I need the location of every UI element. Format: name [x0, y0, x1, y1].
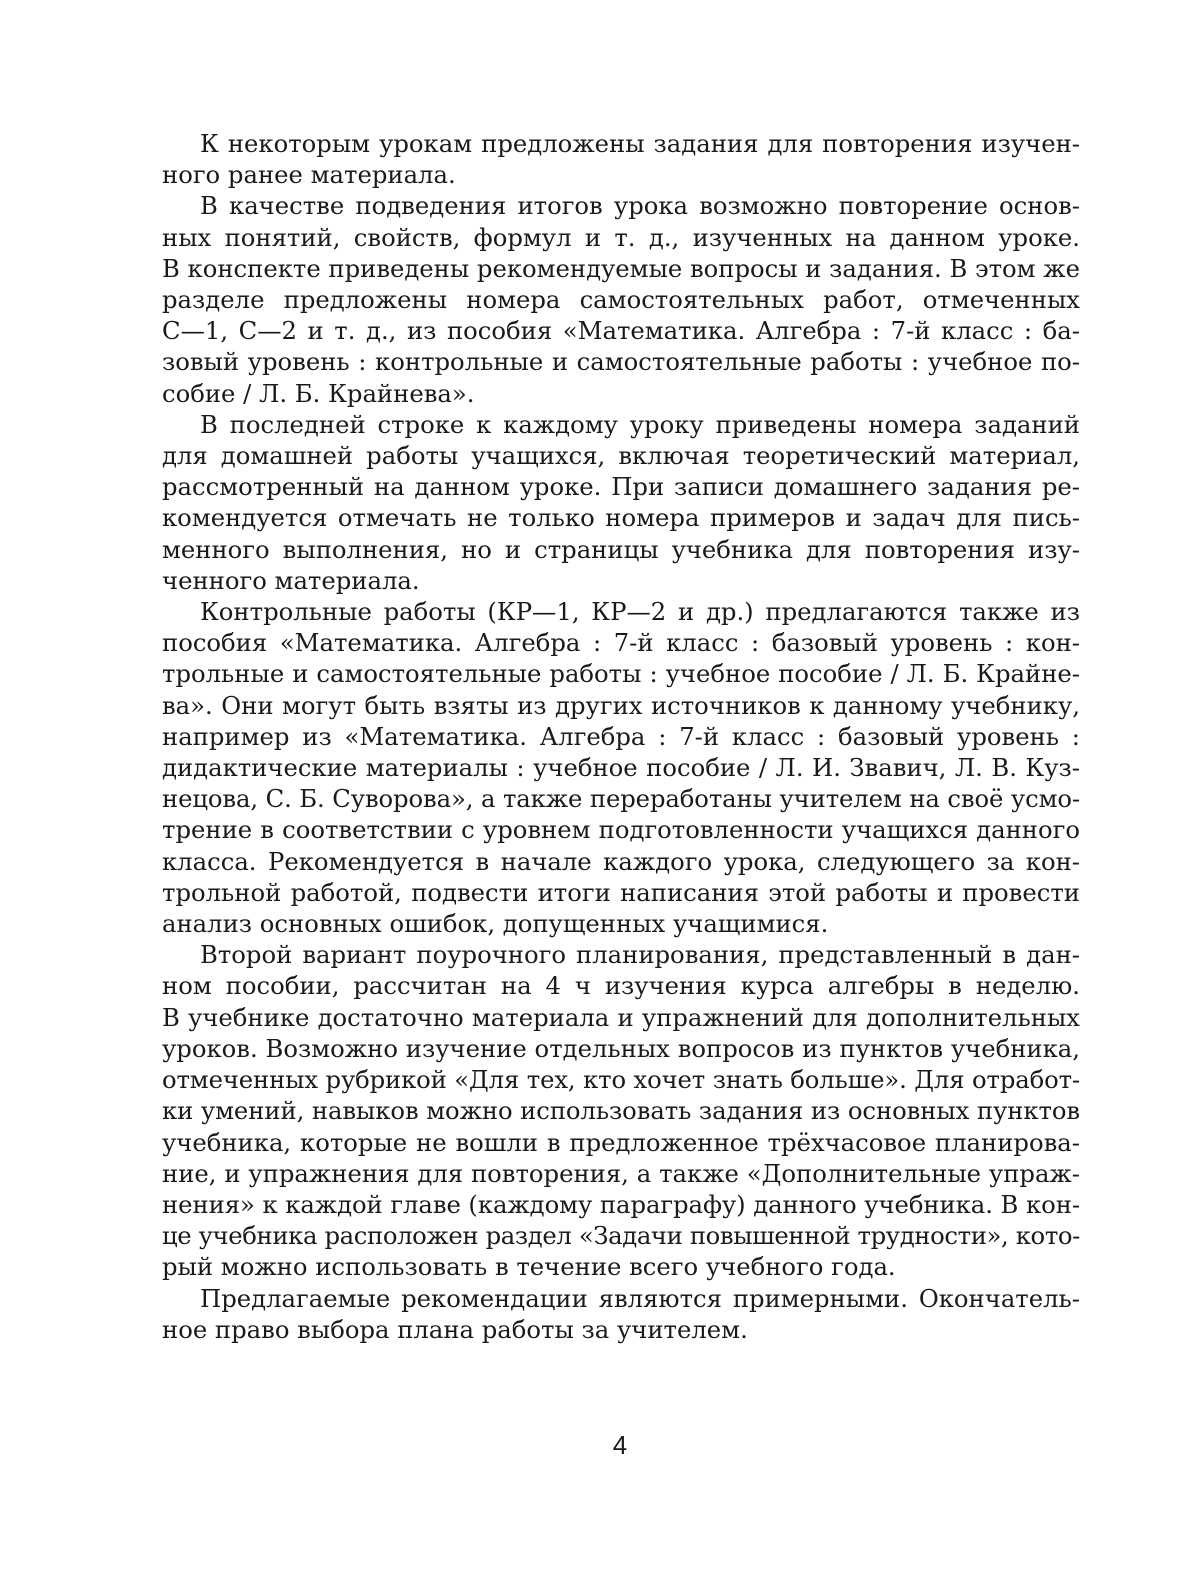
text-line: нения» к каждой главе (каждому параграфу) данного учебника. В кон- [162, 1189, 1080, 1219]
text-line: К некоторым урокам предложены задания для повторения изучен- [200, 129, 1080, 158]
text-line: отмеченных рубрикой «Для тех, кто хочет знать больше». Для отработ- [162, 1065, 1080, 1095]
text-line: Предлагаемые рекомендации являются примерными. Окончатель- [200, 1283, 1080, 1313]
paragraph [162, 409, 1080, 596]
text-line: разделе предложены номера самостоятельных работ, отмеченных [162, 285, 1080, 315]
text-line: В качестве подведения итогов урока возможно повторение основ- [200, 191, 1080, 221]
text-line: трение в соответствии с уровнем подготовленности учащихся данного [162, 815, 1080, 845]
text-line: класса. Рекомендуется в начале каждого урока, следующего за кон- [162, 846, 1080, 876]
text-line: Контрольные работы (КР—1, КР—2 и др.) предлагаются также из [200, 597, 1080, 627]
text-line: В последней строке к каждому уроку приведены номера заданий [200, 409, 1080, 439]
text-line: рассмотренный на данном уроке. При записи домашнего задания ре- [162, 472, 1080, 502]
text-line: учебника, которые не вошли в предложенное трёхчасовое планирова- [162, 1127, 1080, 1157]
text-line: це учебника расположен раздел «Задачи повышенной трудности», кото- [162, 1221, 1080, 1251]
text-line: ченного материала. [162, 565, 420, 595]
text-line: анализ основных ошибок, допущенных учащимися. [162, 909, 829, 939]
paragraph [162, 1283, 1080, 1345]
text-line: пособия «Математика. Алгебра : 7-й класс : базовый уровень : кон- [162, 628, 1080, 658]
text-line: зовый уровень : контрольные и самостоятельные работы : учебное по- [162, 347, 1080, 377]
text-line: В конспекте приведены рекомендуемые вопросы и задания. В этом же [162, 253, 1080, 283]
text-line: трольные и самостоятельные работы : учебное пособие / Л. Б. Крайне- [162, 659, 1080, 689]
text-line: ки умений, навыков можно использовать задания из основных пунктов [162, 1096, 1080, 1126]
text-line: ном пособии, рассчитан на 4 ч изучения курса алгебры в неделю. [162, 971, 1080, 1001]
text-line: ние, и упражнения для повторения, а также «Дополнительные упраж- [162, 1158, 1080, 1188]
page-body [162, 128, 1080, 1345]
text-line: уроков. Возможно изучение отдельных вопросов из пунктов учебника, [162, 1033, 1080, 1063]
text-line: нецова, С. Б. Суворова», а также переработаны учителем на своё усмо- [162, 784, 1080, 814]
text-line: ного ранее материала. [162, 160, 456, 190]
text-line: трольной работой, подвести итоги написания этой работы и провести [162, 877, 1080, 907]
text-line: комендуется отмечать не только номера примеров и задач для пись- [162, 503, 1080, 533]
text-line: Второй вариант поурочного планирования, представленный в дан- [200, 940, 1080, 970]
text-line: собие / Л. Б. Крайнева». [162, 378, 475, 408]
text-line: дидактические материалы : учебное пособие / Л. И. Звавич, Л. В. Куз- [162, 753, 1080, 783]
text-line: ное право выбора плана работы за учителем. [162, 1314, 748, 1344]
text-line: В учебнике достаточно материала и упражнений для дополнительных [162, 1002, 1080, 1032]
text-line: для домашней работы учащихся, включая теоретический материал, [162, 441, 1080, 471]
text-line: менного выполнения, но и страницы учебника для повторения изу- [162, 534, 1080, 564]
paragraph [162, 128, 1080, 190]
paragraph [162, 939, 1080, 1282]
text-line: ных понятий, свойств, формул и т. д., изученных на данном уроке. [162, 222, 1080, 252]
text-line: С—1, С—2 и т. д., из пособия «Математика. Алгебра : 7-й класс : ба- [162, 316, 1080, 346]
text-line: рый можно использовать в течение всего учебного года. [162, 1252, 896, 1282]
page-number: 4 [612, 1430, 628, 1460]
paragraph [162, 190, 1080, 408]
paragraph [162, 596, 1080, 939]
text-line: например из «Математика. Алгебра : 7-й класс : базовый уровень : [162, 721, 1080, 751]
text-line: ва». Они могут быть взяты из других источников к данному учебнику, [162, 690, 1080, 720]
